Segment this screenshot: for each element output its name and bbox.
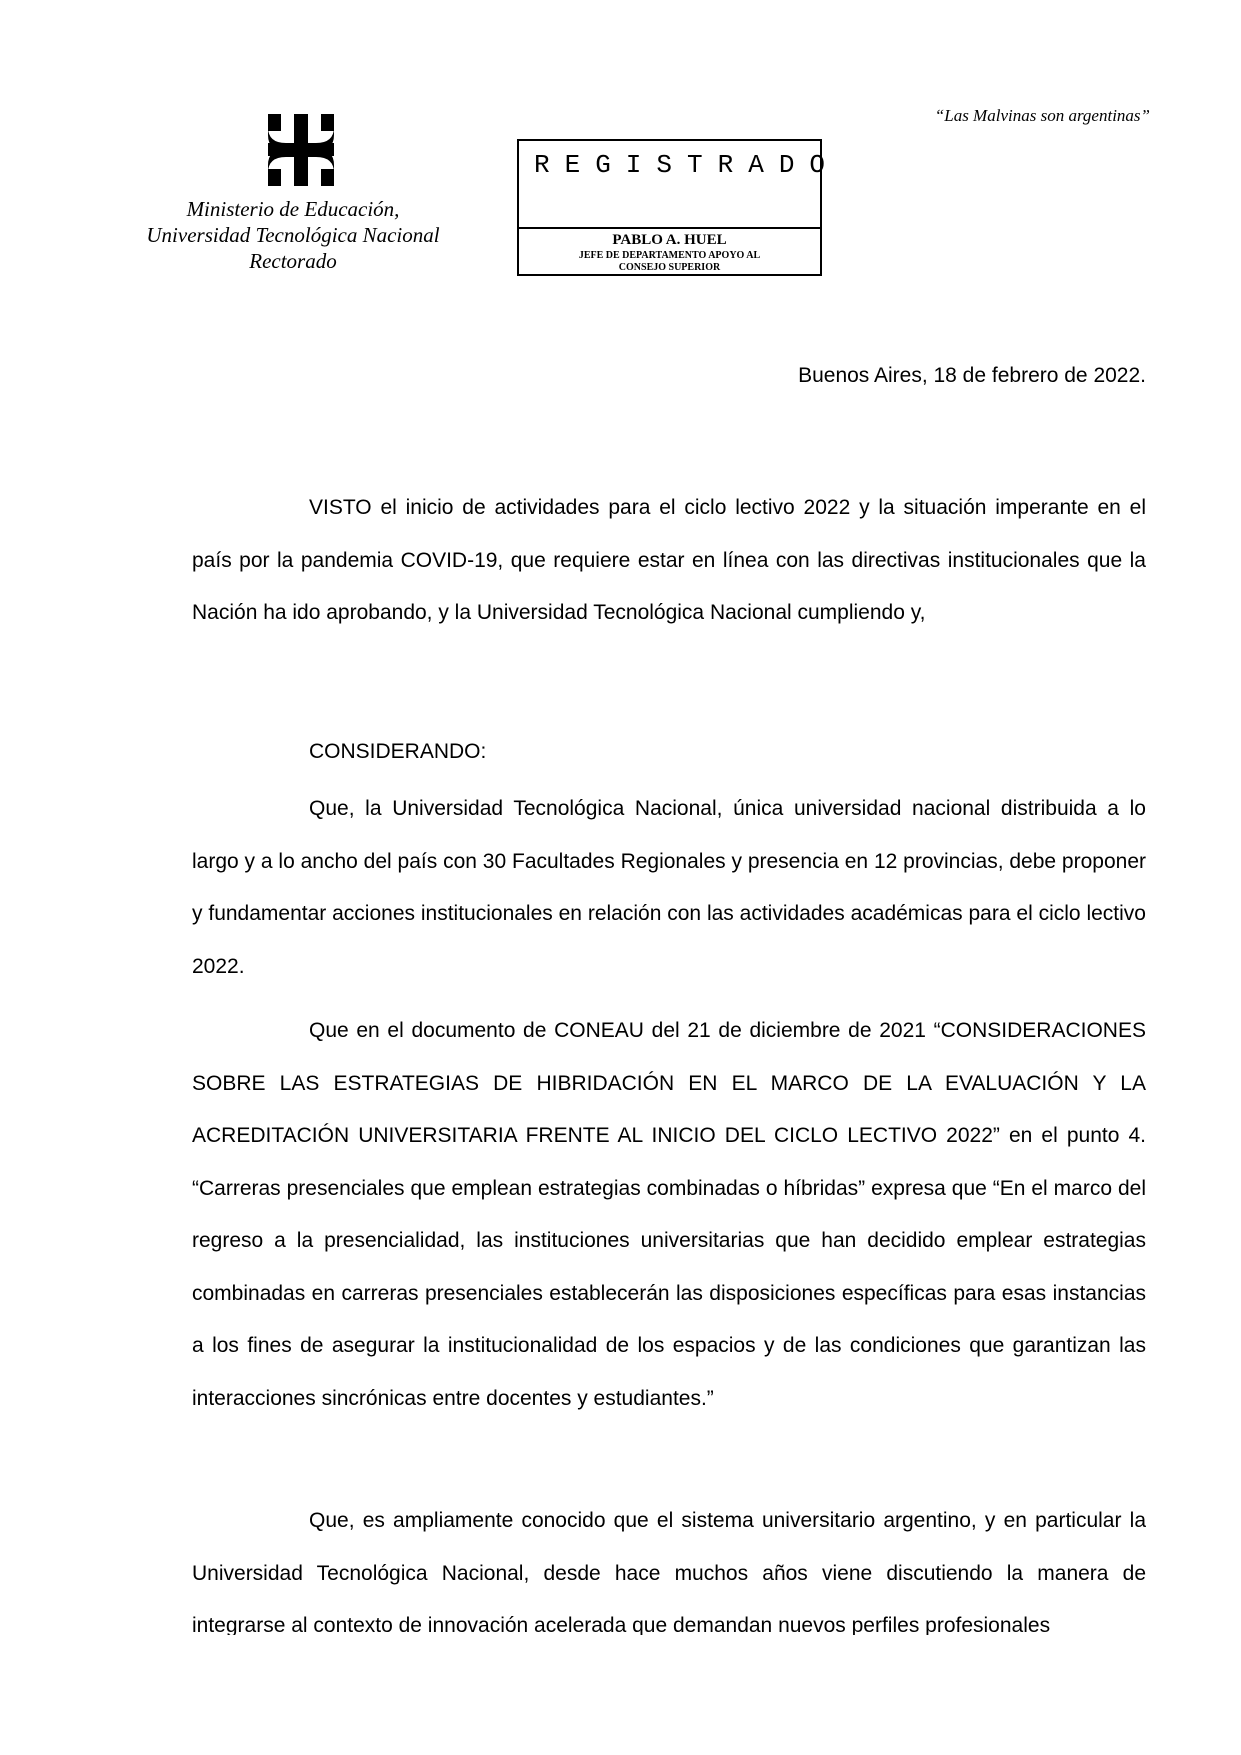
- considerando-paragraph-1: Que, la Universidad Tecnológica Nacional, única universidad nacional distribuida a lo largo y a lo ancho del país con 30 Facultades Regionales y presencia en 12 provincias, debe proponer y fundamentar acciones institucionales en relación con las actividades académicas para el ciclo lectivo 2022.: [192, 797, 1146, 978]
- considerando-paragraph-2: Que en el documento de CONEAU del 21 de diciembre de 2021 “CONSIDERACIONES SOBRE LAS ESTRATEGIAS DE HIBRIDACIÓN EN EL MARCO DE LA EVALUACIÓN Y LA ACREDITACIÓN UNIVERSITARIA FRENTE AL INICIO DEL CICLO LECTIVO 2022” en el punto 4. “Carreras presenciales que emplean estrategias combinadas o híbridas” expresa que “En el marco del regreso a la presencialidad, las instituciones universitarias que han decidido emplear estrategias combinadas en carreras presenciales establecerán las disposiciones específicas para esas instancias a los fines de asegurar la institucionalidad de los espacios y de las condiciones que garantizan las interacciones sincrónicas entre docentes y estudiantes.”: [192, 1019, 1146, 1410]
- considerando-heading: CONSIDERANDO:: [309, 740, 487, 763]
- stamp-role-line-1: JEFE DE DEPARTAMENTO APOYO AL: [578, 250, 761, 261]
- stamp-title: REGISTRADO: [534, 150, 841, 180]
- ministry-line: Ministerio de Educación,: [186, 197, 400, 221]
- visto-paragraph: VISTO el inicio de actividades para el ciclo lectivo 2022 y la situación imperante en el país por la pandemia COVID-19, que requiere estar en línea con las directivas institucionales que la Nación ha ido aprobando, y la Universidad Tecnológica Nacional cumpliendo y,: [192, 496, 1146, 624]
- stamp-divider: [519, 227, 820, 229]
- utn-logo-icon: [268, 114, 334, 186]
- institution-block: [126, 196, 460, 274]
- document-date: Buenos Aires, 18 de febrero de 2022.: [798, 364, 1146, 387]
- registration-stamp: [517, 139, 841, 276]
- university-line: Universidad Tecnológica Nacional: [146, 223, 440, 247]
- motto-text: “Las Malvinas son argentinas”: [934, 106, 1150, 125]
- stamp-role-line-2: CONSEJO SUPERIOR: [618, 262, 721, 273]
- considerando-paragraph-3: Que, es ampliamente conocido que el sistema universitario argentino, y en particular la Universidad Tecnológica Nacional, desde hace muchos años viene discutiendo la manera de integrarse al contexto de innovación acelerada que demandan nuevos perfiles profesionales: [192, 1509, 1146, 1635]
- stamp-signatory-role: [519, 250, 820, 274]
- rectorado-line: Rectorado: [249, 249, 337, 273]
- stamp-signatory-name: PABLO A. HUEL: [612, 232, 727, 248]
